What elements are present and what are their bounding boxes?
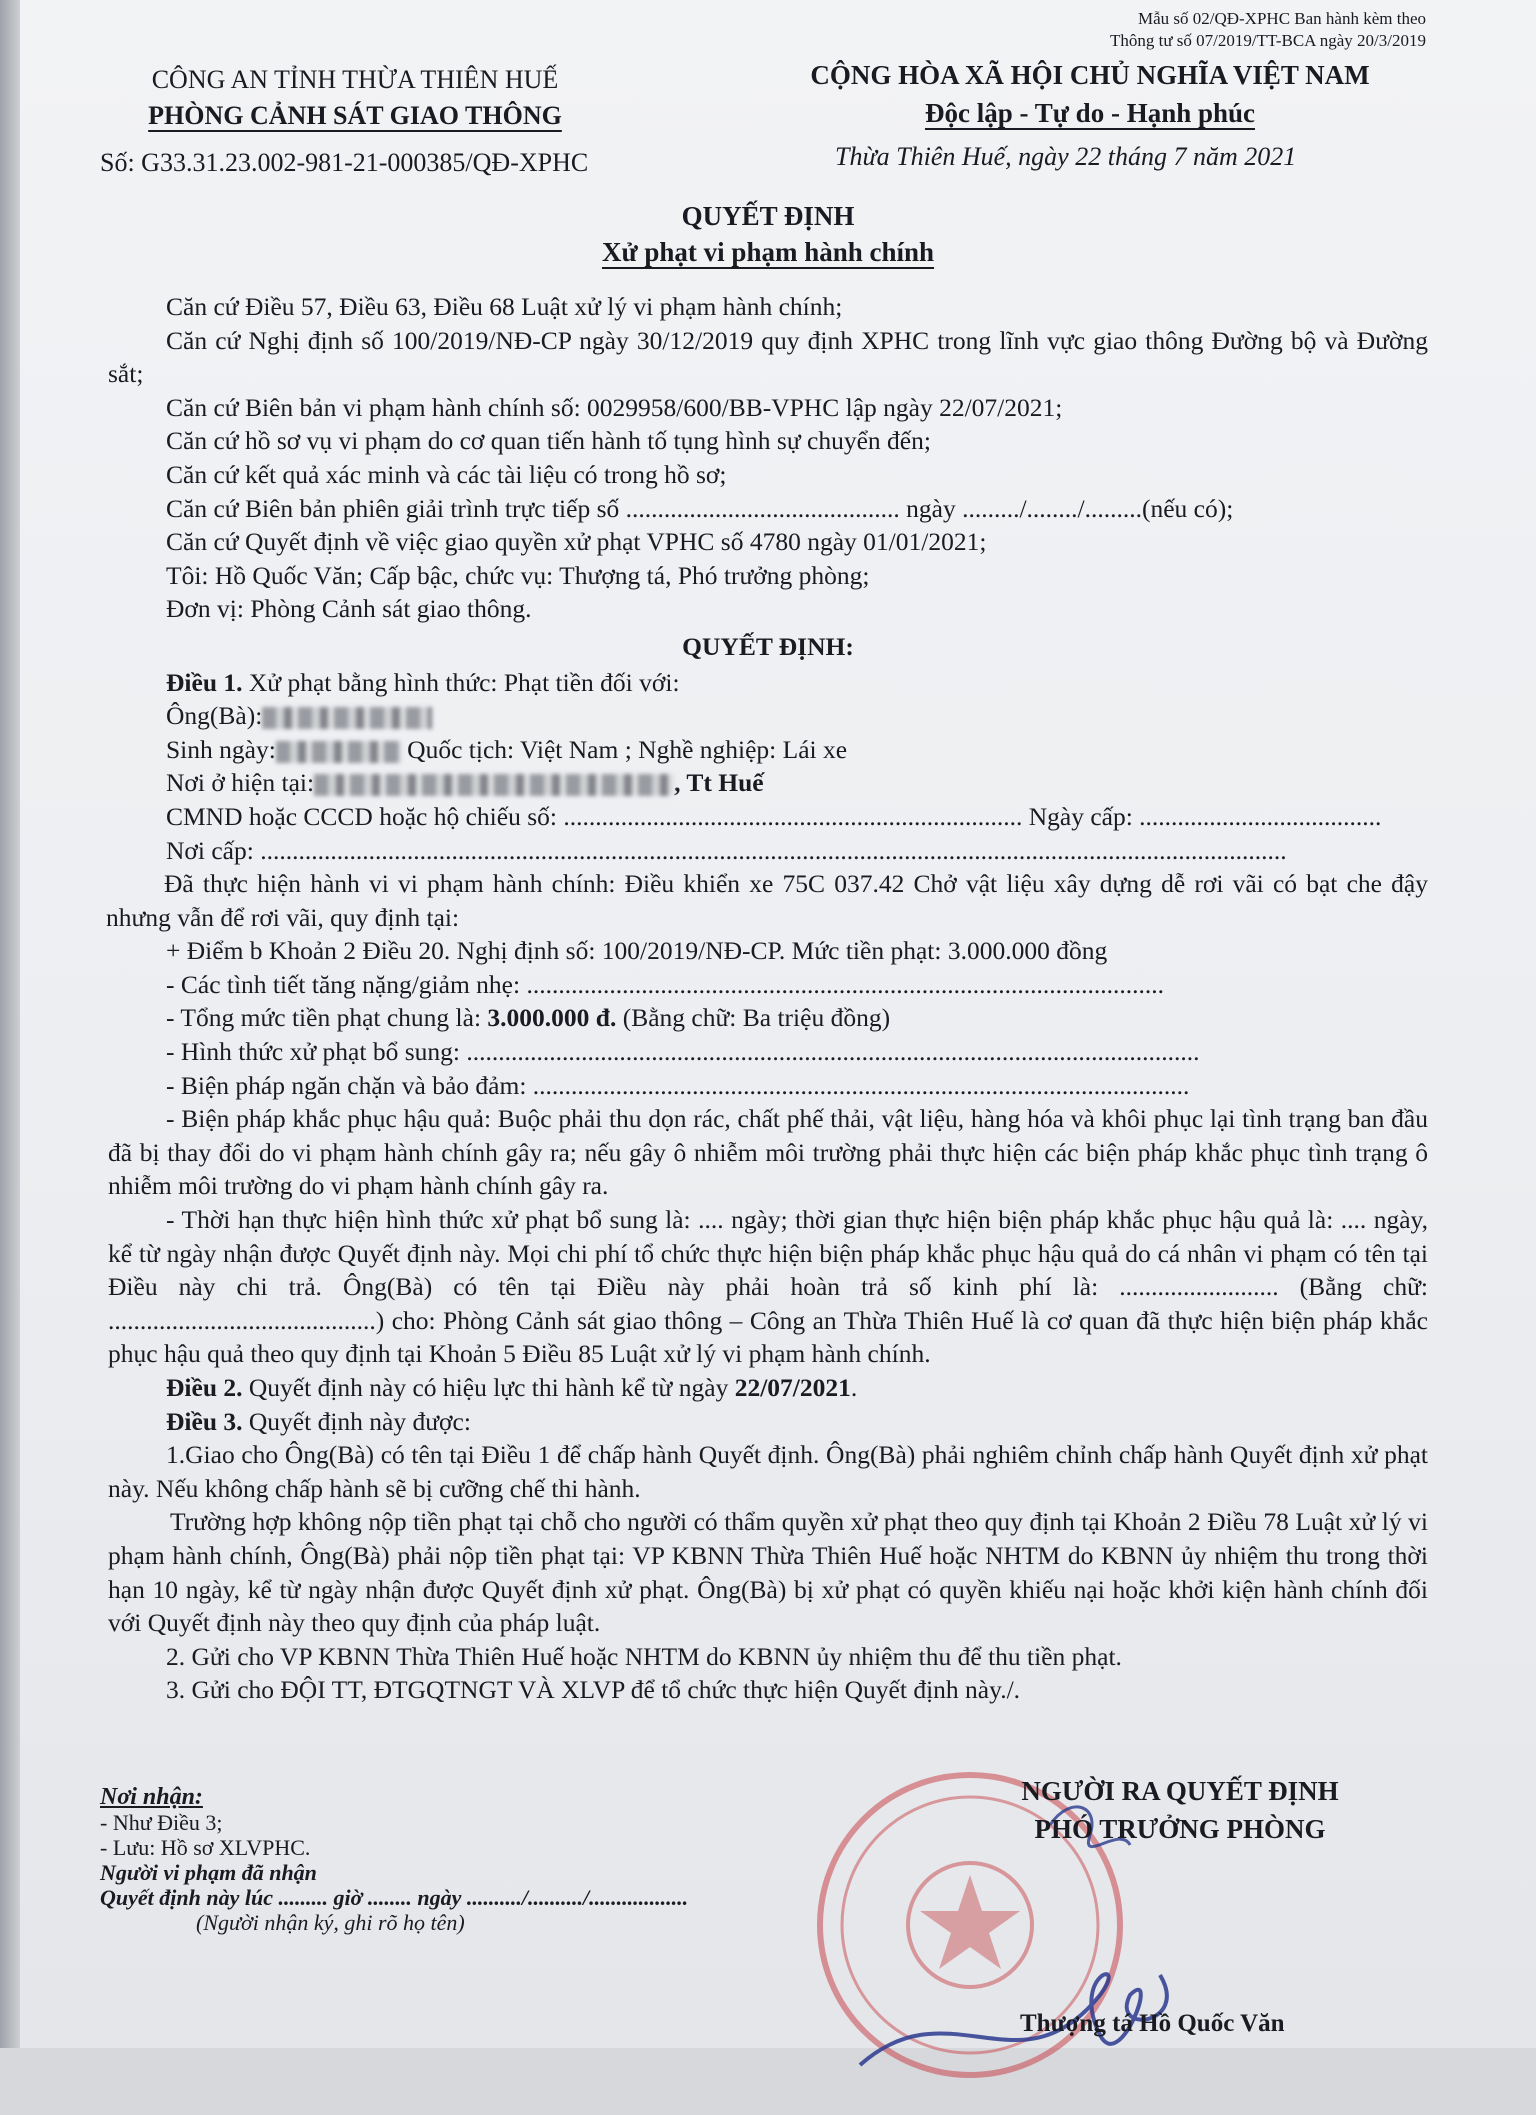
signer-position: PHÓ TRƯỞNG PHÒNG bbox=[1034, 1814, 1326, 1844]
article3-item2: 2. Gửi cho VP KBNN Thừa Thiên Huế hoặc NHTM do KBNN ủy nhiệm thu để thu tiền phạt. bbox=[166, 1641, 1122, 1671]
basis-line: Đơn vị: Phòng Cảnh sát giao thông. bbox=[166, 594, 532, 624]
document-body bbox=[108, 290, 1428, 1707]
total-fine-line bbox=[108, 1001, 1428, 1035]
article2-date: 22/07/2021 bbox=[734, 1373, 851, 1402]
redacted-name bbox=[262, 707, 432, 729]
form-note-line2: Thông tư số 07/2019/TT-BCA ngày 20/3/2019 bbox=[1109, 31, 1426, 50]
issue-place-line: Nơi cấp: ................................................................................................................................................................. bbox=[166, 835, 1287, 865]
agency-header bbox=[75, 62, 635, 134]
nationality-job: Quốc tịch: Việt Nam ; Nghề nghiệp: Lái xe bbox=[407, 734, 848, 764]
signer-name: Thượng tá Hồ Quốc Văn bbox=[1020, 2010, 1285, 2037]
document-title bbox=[0, 198, 1536, 270]
redacted-dob bbox=[276, 741, 401, 763]
total-prefix: - Tổng mức tiền phạt chung là: bbox=[166, 1003, 488, 1033]
address-tail: , Tt Huế bbox=[674, 768, 764, 798]
article1-text: Xử phạt bằng hình thức: Phạt tiền đối với: bbox=[242, 667, 680, 697]
recipients-block bbox=[100, 1785, 688, 1935]
acknowledgement-note: (Người nhận ký, ghi rõ họ tên) bbox=[196, 1910, 465, 1935]
signature-block bbox=[940, 1772, 1420, 1848]
decision-heading: QUYẾT ĐỊNH: bbox=[682, 631, 854, 661]
article3-line bbox=[108, 1405, 1428, 1439]
title-sub: Xử phạt vi phạm hành chính bbox=[601, 237, 935, 267]
article1-intro bbox=[108, 666, 1428, 700]
basis-line: Căn cứ Quyết định về việc giao quyền xử phạt VPHC số 4780 ngày 01/01/2021; bbox=[166, 527, 987, 557]
article3-text: Quyết định này được: bbox=[242, 1406, 471, 1436]
deadline-text: - Thời hạn thực hiện hình thức xử phạt bổ sung là: .... ngày; thời gian thực hiện biện pháp khắc phục hậu quả là: .... ngày, kể từ ngày nhận được Quyết định này. Mọi chi phí tổ chức thực hiện biện pháp khắc phục hậu quả do cá nhân vi phạm có tên tại Điều này chi trả. Ông(Bà) có tên tại Điều này phải hoàn trả số kinh phí là: ......................... (Bằng chữ: ..........................................) cho: Phòng Cảnh sát giao thông – Công an Thừa Thiên Huế là cơ quan đã thực hiện biện pháp khắc phục hậu quả theo quy định tại Khoản 5 Điều 85 Luật xử lý vi phạm hành chính. bbox=[108, 1205, 1428, 1369]
redacted-address bbox=[314, 774, 674, 796]
form-note bbox=[1110, 8, 1426, 52]
agency-name: CÔNG AN TỈNH THỪA THIÊN HUẾ bbox=[151, 65, 559, 94]
dob-line bbox=[108, 733, 1428, 767]
address-label: Nơi ở hiện tại: bbox=[166, 768, 315, 798]
rule-line: + Điểm b Khoản 2 Điều 20. Nghị định số: 100/2019/NĐ-CP. Mức tiền phạt: 3.000.000 đồng bbox=[166, 936, 1108, 966]
title-main: QUYẾT ĐỊNH bbox=[681, 201, 855, 231]
recipients-heading: Nơi nhận: bbox=[100, 1784, 203, 1810]
prevention-line: - Biện pháp ngăn chặn và bảo đảm: ....................................................................................................... bbox=[166, 1070, 1190, 1100]
article3-item1: 1.Giao cho Ông(Bà) có tên tại Điều 1 để chấp hành Quyết định. Ông(Bà) phải nghiêm chỉnh chấp hành Quyết định xử phạt này. Nếu không chấp hành sẽ bị cưỡng chế thi hành. bbox=[108, 1440, 1428, 1503]
circumstances-line: - Các tình tiết tăng nặng/giảm nhẹ: .................................................................................................... bbox=[166, 969, 1164, 999]
department-name: PHÒNG CẢNH SÁT GIAO THÔNG bbox=[148, 101, 562, 130]
basis-line: Căn cứ Nghị định số 100/2019/NĐ-CP ngày 30/12/2019 quy định XPHC trong lĩnh vực giao thông Đường bộ và Đường sắt; bbox=[108, 325, 1428, 389]
article2-end: . bbox=[850, 1373, 858, 1402]
basis-line: Căn cứ kết quả xác minh và các tài liệu có trong hồ sơ; bbox=[166, 459, 727, 489]
additional-penalty-line: - Hình thức xử phạt bổ sung: ................................................................................................................... bbox=[166, 1037, 1200, 1067]
basis-line: Căn cứ Biên bản phiên giải trình trực tiếp số ........................................... ngày ........./......../.........(nếu có); bbox=[166, 493, 1234, 523]
id-line: CMND hoặc CCCD hoặc hộ chiếu số: ........................................................................ Ngày cấp: ...................................... bbox=[166, 801, 1382, 831]
document-number: Số: G33.31.23.002-981-21-000385/QĐ-XPHC bbox=[100, 148, 589, 177]
place-date: Thừa Thiên Huế, ngày 22 tháng 7 năm 2021 bbox=[835, 142, 1297, 171]
address-line bbox=[108, 766, 1428, 800]
article1-label: Điều 1. bbox=[166, 667, 243, 697]
national-motto: Độc lập - Tự do - Hạnh phúc bbox=[924, 98, 1256, 128]
recipients-line: - Như Điều 3; bbox=[100, 1810, 223, 1835]
violation-text: Đã thực hiện hành vi vi phạm hành chính: Điều khiển xe 75C 037.42 Chở vật liệu xây dựng dễ rơi vãi có bạt che đậy nhưng vẫn để rơi vãi, quy định tại: bbox=[106, 869, 1428, 932]
form-note-line1: Mẫu số 02/QĐ-XPHC Ban hành kèm theo bbox=[1137, 9, 1426, 28]
total-words: (Bằng chữ: Ba triệu đồng) bbox=[616, 1003, 891, 1033]
name-label: Ông(Bà): bbox=[166, 701, 263, 731]
article3-label: Điều 3. bbox=[166, 1406, 243, 1436]
basis-line: Căn cứ Điều 57, Điều 63, Điều 68 Luật xử lý vi phạm hành chính; bbox=[166, 292, 843, 321]
dob-label: Sinh ngày: bbox=[166, 734, 276, 764]
article2-text: Quyết định này có hiệu lực thi hành kể từ ngày bbox=[242, 1373, 735, 1402]
basis-line: Tôi: Hồ Quốc Văn; Cấp bậc, chức vụ: Thượng tá, Phó trưởng phòng; bbox=[166, 560, 870, 590]
name-line bbox=[108, 699, 1428, 733]
national-header bbox=[750, 56, 1430, 132]
basis-line: Căn cứ hồ sơ vụ vi phạm do cơ quan tiến hành tố tụng hình sự chuyển đến; bbox=[166, 426, 931, 456]
acknowledgement-line: Quyết định này lúc ......... giờ ........ ngày ........../........../.................. bbox=[100, 1885, 689, 1910]
basis-line: Căn cứ Biên bản vi phạm hành chính số: 0029958/600/BB-VPHC lập ngày 22/07/2021; bbox=[166, 392, 1063, 422]
acknowledgement-line: Người vi phạm đã nhận bbox=[100, 1860, 317, 1885]
signer-role: NGƯỜI RA QUYẾT ĐỊNH bbox=[1021, 1776, 1339, 1806]
article2-label: Điều 2. bbox=[166, 1373, 243, 1402]
total-amount: 3.000.000 đ. bbox=[487, 1003, 617, 1033]
recipients-line: - Lưu: Hồ sơ XLVPHC. bbox=[100, 1835, 311, 1860]
nation-name: CỘNG HÒA XÃ HỘI CHỦ NGHĨA VIỆT NAM bbox=[810, 60, 1370, 90]
article3-item3: 3. Gửi cho ĐỘI TT, ĐTGQTNGT VÀ XLVP để tổ chức thực hiện Quyết định này./. bbox=[166, 1675, 1021, 1705]
article3-item1b: Trường hợp không nộp tiền phạt tại chỗ cho người có thẩm quyền xử phạt theo quy định tại Khoản 2 Điều 78 Luật xử lý vi phạm hành chính, Ông(Bà) phải nộp tiền phạt tại: VP KBNN Thừa Thiên Huế hoặc NHTM do KBNN ủy nhiệm thu trong thời hạn 10 ngày, kể từ ngày nhận được Quyết định xử phạt. Ông(Bà) bị xử phạt có quyền khiếu nại hoặc khởi kiện hành chính đối với Quyết định này theo quy định của pháp luật. bbox=[108, 1507, 1428, 1638]
article2-line bbox=[108, 1371, 1428, 1405]
remedy-text: - Biện pháp khắc phục hậu quả: Buộc phải thu dọn rác, chất phế thải, vật liệu, hàng hóa và khôi phục lại tình trạng ban đầu đã bị thay đổi do vi phạm hành chính gây ra; nếu gây ô nhiễm môi trường phải thực hiện các biện pháp khắc phục tình trạng ô nhiễm môi trường do vi phạm hành chính gây ra. bbox=[108, 1104, 1428, 1201]
